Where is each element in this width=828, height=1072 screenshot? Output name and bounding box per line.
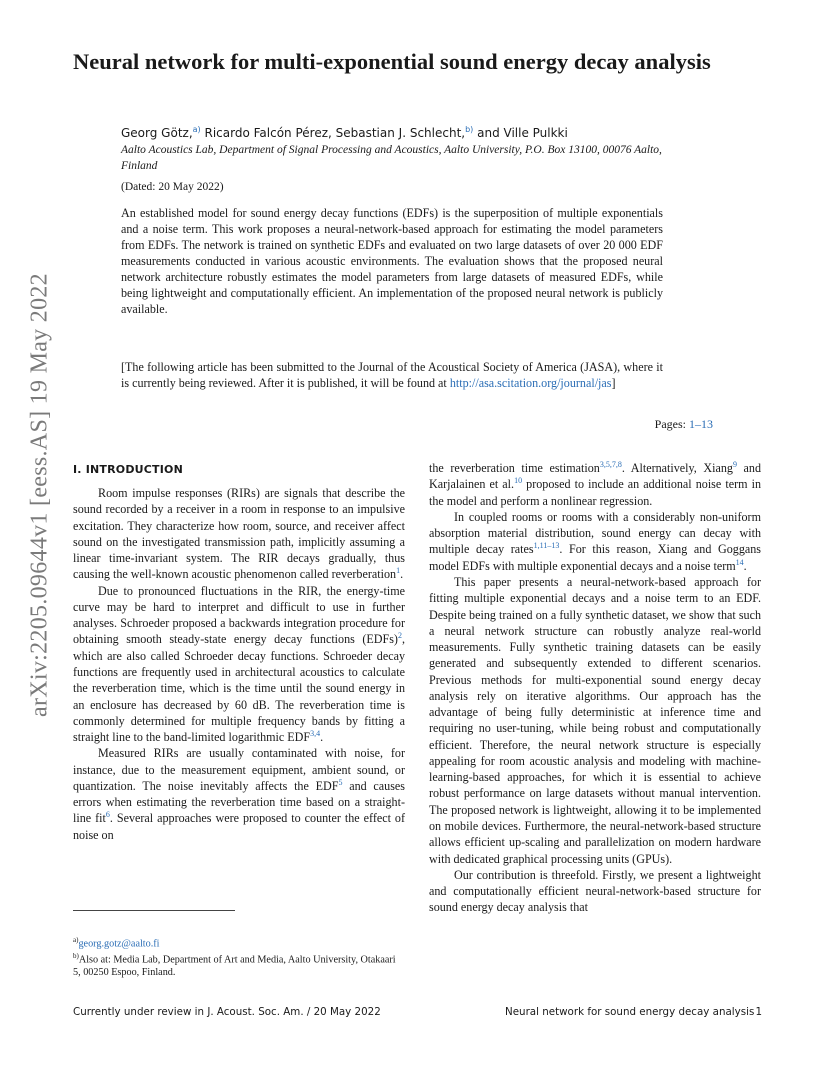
paragraph: This paper presents a neural-network-based approach for fitting multiple exponential decays and a noise term to an EDF. Despite being trained on a fully synthetic dataset, we show that such a neural network structure can robustly analyze real-world measurements. Fully synthetic training datasets can be easily generated and subsequently extended to different scenarios. Previous methods for multi-exponential sound energy decay analysis rely on iterative algorithms. Our approach has the advantage of being fully deterministic at inference time and requiring no user-tuning, while being robust and computationally efficient. Therefore, the neural network structure is especially appealing for room acoustic analysis and modeling with machine-learning-based approaches, for which it is essential to achieve robust performance on large datasets without manual intervention. The proposed network is lightweight, allowing it to be implemented on mobile devices. Furthermore, the neural-network-based structure allows efficient up-scaling and parallelization on modern hardware with dedicated graphical processing units (GPUs).	[429, 574, 761, 866]
notice-text: [The following article has been submitted to the Journal of the Acoustical Society of America (JASA), where it is currently being reviewed. After it is published, it will be found at	[121, 360, 663, 391]
author-4: and Ville Pulkki	[473, 126, 568, 140]
citation-ref[interactable]: 6	[105, 810, 110, 820]
submission-notice	[121, 359, 663, 391]
footnotes	[73, 936, 405, 981]
author-list	[121, 125, 701, 140]
paragraph: Measured RIRs are usually contaminated with noise, for instance, due to the measurement equipment, ambient sound, or quantization. The noise inevitably affects the EDF$^5$ and causes errors when estimating the reverberation time based on a straight-line fit$^6$. Several approaches were proposed to counter the effect of noise on	[73, 746, 406, 842]
citation-ref[interactable]: 10	[514, 476, 523, 486]
citation-ref[interactable]: 9	[732, 460, 737, 469]
citation-ref[interactable]: 3,5,7,8	[599, 460, 622, 469]
page-range	[600, 417, 713, 432]
footnote-divider	[73, 910, 235, 911]
author-3-footnote-mark[interactable]: b)	[465, 125, 474, 134]
paragraph: Our contribution is threefold. Firstly, we present a lightweight and computationally efficient neural-network-based structure for sound energy decay analysis that	[429, 867, 761, 915]
footer-review-note: Currently under review in J. Acoust. Soc. Am. / 20 May 2022	[73, 1006, 381, 1018]
citation-ref[interactable]: 14	[735, 557, 744, 567]
footnote-b: $^{b)}$Also at: Media Lab, Department of Art and Media, Aalto University, Otakaari 5, 00250 Espoo, Finland.	[73, 951, 396, 979]
journal-link[interactable]: http://asa.scitation.org/journal/jas	[449, 376, 612, 391]
left-column	[73, 485, 405, 843]
paragraph: Due to pronounced fluctuations in the RIR, the energy-time curve may be hard to interpret and difficult to use in further analyses. Schroeder proposed a backwards integration procedure for obtaining smooth steady-state energy decay functions (EDFs)$^2$, which are also called Schroeder decay functions. Schroeder decay functions are frequently used in architectural acoustics to calculate the reverberation time, which is the time until the sound energy in an enclosure has decreased by 60 dB. The reverberation time is commonly determined for multiple frequency bands by fitting a straight line to the band-limited logarithmic EDF$^{3,4}$.	[73, 583, 405, 745]
citation-ref[interactable]: 5	[338, 777, 343, 787]
right-column	[429, 460, 761, 916]
section-heading: I. INTRODUCTION	[73, 463, 184, 476]
author-1-footnote-mark[interactable]: a)	[192, 125, 201, 134]
abstract: An established model for sound energy decay functions (EDFs) is the superposition of multiple exponentials and a noise term. This work proposes a neural-network-based approach for estimating the model parameters from EDFs. The network is trained on synthetic EDFs and evaluated on two large datasets of over 20 000 EDF measurements conducted in various acoustic environments. The evaluation shows that the proposed neural network architecture robustly estimates the model parameters from large datasets of measured EDFs, while being lightweight and computationally efficient. An implementation of the proposed neural network is publicly available.	[121, 206, 663, 317]
citation-ref[interactable]: 2	[397, 631, 402, 641]
paragraph: the reverberation time estimation$^{3,5,7,8}$. Alternatively, Xiang$^9$ and Karjalainen et al.$^{10}$ proposed to include an additional noise term in the model and perform a nonlinear regression.	[429, 460, 762, 508]
affiliation: Aalto Acoustics Lab, Department of Signal Processing and Acoustics, Aalto University, P.O. Box 13100, 00076 Aalto, Finland	[121, 144, 662, 172]
citation-ref[interactable]: 1,11–13	[533, 541, 560, 551]
footer-running-title: Neural network for sound energy decay analysis	[505, 1006, 755, 1018]
footnote-a: $^{a)}$georg.gotz@aalto.fi	[73, 936, 160, 950]
citation-ref[interactable]: 3,4	[310, 729, 321, 739]
date-line: (Dated: 20 May 2022)	[121, 181, 224, 193]
author-1: Georg Götz,	[121, 126, 193, 140]
arxiv-sidebar	[22, 270, 58, 720]
page-number: 1	[755, 1006, 762, 1018]
citation-ref[interactable]: 1	[396, 566, 401, 576]
paper-title: Neural network for multi-exponential sound energy decay analysis	[73, 49, 711, 74]
notice-end: ]	[611, 376, 616, 391]
pages-label: Pages:	[654, 417, 689, 431]
arxiv-identifier: arXiv:2205.09644v1 [eess.AS] 19 May 2022	[26, 273, 53, 717]
author-2-3: Ricardo Falcón Pérez, Sebastian J. Schlecht,	[200, 126, 466, 140]
paragraph: In coupled rooms or rooms with a considerably non-uniform absorption material distribution, sound energy can decay with multiple decay rates$^{1,11-13}$. For this reason, Xiang and Goggans model EDFs with multiple exponential decays and a noise term$^{14}$.	[429, 509, 761, 573]
author-email-link[interactable]: georg.gotz@aalto.fi	[78, 938, 160, 950]
pages-link[interactable]: 1–13	[689, 417, 713, 431]
paragraph: Room impulse responses (RIRs) are signals that describe the sound recorded by a receiver in a room in response to an impulsive excitation. They characterize how room, source, and receiver affect sound on the investigated transmission path, implicitly assuming a linear time-invariant system. The RIR decays gradually, thus causing the well-known acoustic phenomenon called reverberation$^1$.	[73, 486, 405, 582]
